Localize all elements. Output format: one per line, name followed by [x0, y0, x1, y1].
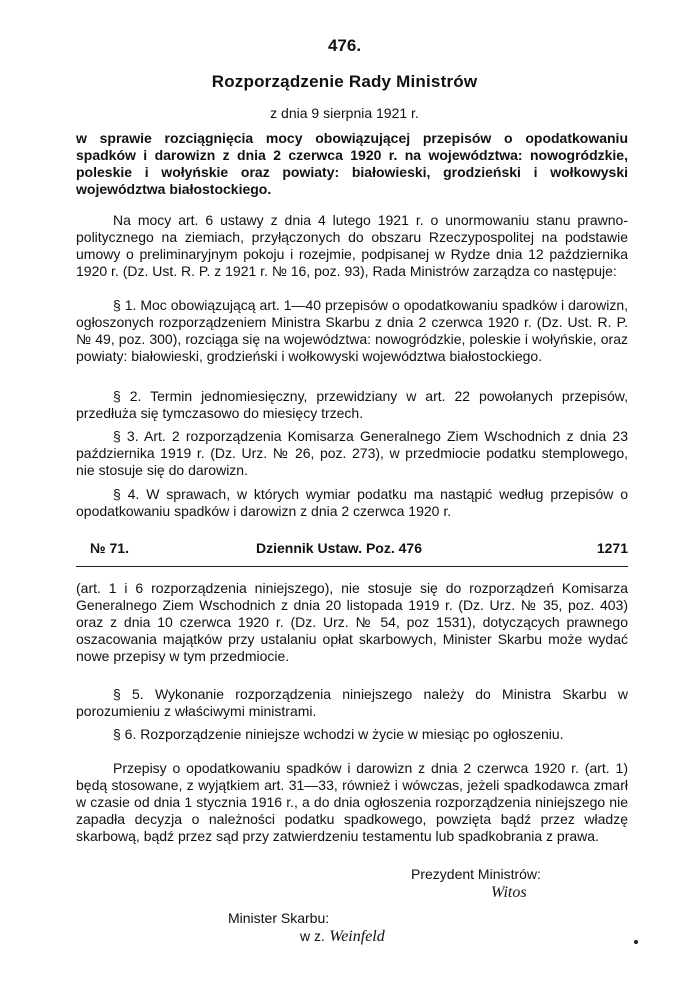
minister-signature-line: [300, 928, 385, 946]
section-text: Art. 2 rozporządzenia Komisarza Generalnego Ziem Wschodnich z dnia 23 października 1919 r. (Dz. Urz. № 26, poz. 273), w przedmiocie podatku stemplowego, nie stosuje się do darowizn.: [76, 428, 628, 478]
act-date: z dnia 9 sierpnia 1921 r.: [270, 105, 419, 121]
page-number: 1271: [596, 540, 628, 556]
section-label: § 1.: [113, 297, 137, 313]
issue-number: № 71.: [90, 540, 129, 556]
transitional-provision: Przepisy o opodatkowaniu spadków i darowizn z dnia 2 czerwca 1920 r. (art. 1) będą stosowane, z wyjątkiem art. 31—33, również i wówczas, jeżeli spadkodawca zmarł w czasie od dnia 1 stycznia 1916 r., a do dnia ogłoszenia rozporządzenia niniejszego nie zapadła decyzja o należności podatku spadkowego, powzięta bądź przez władzę skarbową, bądź przez sąd przy zatwierdzeniu testamentu lub spadkobrania z prawa.: [76, 760, 628, 844]
section-1: [76, 297, 628, 365]
act-subject: w sprawie rozciągnięcia mocy obowiązującej przepisów o opodatkowaniu spadków i darowizn z dnia 2 czerwca 1920 r. na województwa: nowogródzkie, poleskie i wołyńskie oraz powiaty: białowieski, grodzieński i wołkowyski województwa białostockiego.: [76, 130, 628, 197]
journal-reference: Dziennik Ustaw. Poz. 476: [256, 540, 422, 556]
minister-signature: Weinfeld: [329, 928, 385, 945]
section-text: Moc obowiązującą art. 1—40 przepisów o opodatkowaniu spadków i darowizn, ogłoszonych rozporządzeniem Ministra Skarbu z dnia 2 czerwca 1920 r. (Dz. Ust. R. P. № 49, poz. 300), rozciąga się na województwa: nowogródzkie, poleskie i wołyńskie, oraz powiaty: białowieski, grodzieński i wołkowyski województwa białostockiego.: [76, 297, 629, 364]
section-label: § 6.: [113, 726, 137, 742]
section-text: Rozporządzenie niniejsze wchodzi w życie w miesiąc po ogłoszeniu.: [140, 726, 564, 742]
section-text: Wykonanie rozporządzenia niniejszego należy do Ministra Skarbu w porozumieniu z właściwymi ministrami.: [76, 686, 628, 719]
section-6: [76, 726, 628, 743]
minister-title: Minister Skarbu:: [228, 910, 330, 926]
ink-spot: [634, 940, 638, 944]
section-text: Termin jednomiesięczny, przewidziany w art. 22 powołanych przepisów, przedłuża się tymczasowo do miesięcy trzech.: [76, 388, 629, 421]
act-title: Rozporządzenie Rady Ministrów: [211, 72, 478, 91]
section-label: § 5.: [113, 686, 144, 702]
section-text: W sprawach, w których wymiar podatku ma nastąpić według przepisów o opodatkowaniu spadków i darowizn z dnia 2 czerwca 1920 r.: [76, 486, 629, 519]
divider: [76, 566, 628, 567]
section-4: [76, 486, 628, 520]
continuation-paragraph: (art. 1 i 6 rozporządzenia niniejszego), nie stosuje się do rozporządzeń Komisarza Generalnego Ziem Wschodnich z dnia 20 listopada 1919 r. (Dz. Urz. № 35, poz. 403) oraz z dnia 10 czerwca 1920 r. (Dz. Urz. № 54, poz 1531), dotyczących prawnego oszacowania majątków przy ustalaniu opłat skarbowych, Minister Skarbu może wydać nowe przepisy w tym przedmiocie.: [76, 580, 628, 664]
page-footer: [76, 540, 628, 558]
president-signature: Witos: [491, 884, 527, 901]
section-5: [76, 686, 628, 720]
section-label: § 2.: [113, 388, 142, 404]
minister-prefix: w z.: [300, 928, 325, 944]
section-label: § 4.: [113, 486, 140, 502]
president-title: Prezydent Ministrów:: [411, 866, 541, 882]
section-2: [76, 388, 628, 422]
intro-paragraph: Na mocy art. 6 ustawy z dnia 4 lutego 1921 r. o unormowaniu stanu prawno-politycznego na ziemiach, przyłączonych do obszaru Rzeczypospolitej na podstawie umowy o preliminaryjnym pokoju i rozejmie, podpisanej w Rydze dnia 12 października 1920 r. (Dz. Ust. R. P. z 1921 r. № 16, poz. 93), Rada Ministrów zarządza co następuje:: [76, 212, 628, 279]
section-3: [76, 428, 628, 479]
act-number: 476.: [327, 36, 362, 55]
section-label: § 3.: [113, 428, 139, 444]
